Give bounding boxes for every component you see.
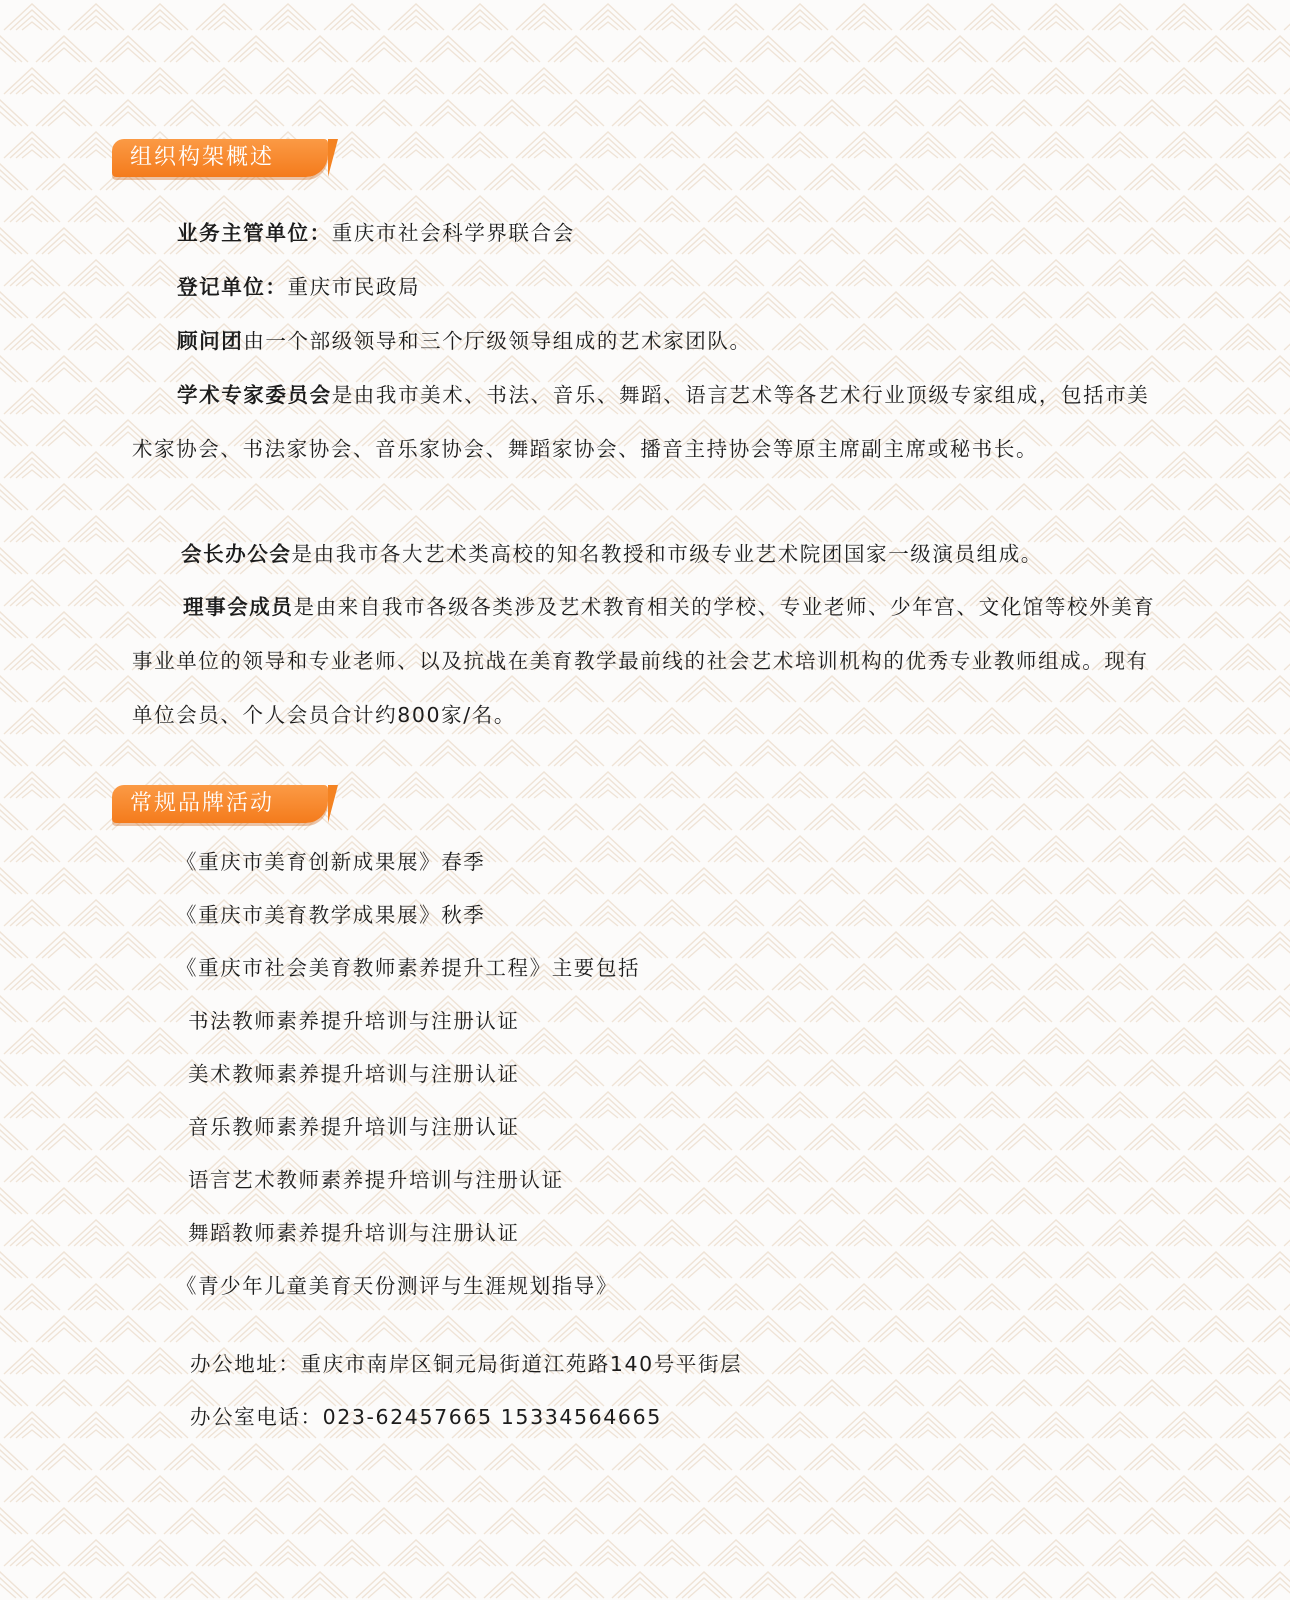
section-title-brand: 常规品牌活动 (112, 785, 328, 823)
supervisor-sep: ： (309, 221, 332, 245)
advisors-line (132, 314, 1207, 368)
supervisor-value: 重庆市社会科学界联合会 (331, 221, 575, 245)
list-item: 《青少年儿童美育天份测评与生涯规划指导》 (176, 1274, 618, 1298)
list-item: 语言艺术教师素养提升培训与注册认证 (188, 1168, 564, 1192)
council-paragraph (132, 580, 1162, 742)
supervisor-label: 业务主管单位 (177, 221, 310, 245)
list-item: 书法教师素养提升培训与注册认证 (188, 1009, 520, 1033)
office-address: 办公地址：重庆市南岸区铜元局街道江苑路140号平街层 (190, 1352, 743, 1376)
academic-label: 学术专家委员会 (177, 383, 332, 407)
list-item: 音乐教师素养提升培训与注册认证 (188, 1115, 520, 1139)
list-item: 美术教师素养提升培训与注册认证 (188, 1062, 520, 1086)
presidium-label: 会长办公会 (181, 542, 292, 566)
list-item: 《重庆市美育教学成果展》秋季 (176, 903, 486, 927)
supervisor-line (132, 206, 1207, 260)
advisors-label: 顾问团 (177, 329, 244, 353)
council-text: 是由来自我市各级各类涉及艺术教育相关的学校、专业老师、少年宫、文化馆等校外美育事业单位的领导和专业老师、以及抗战在美育教学最前线的社会艺术培训机构的优秀专业教师组成。现有单位会员、个人会员合计约800家/名。 (132, 595, 1156, 727)
list-item: 《重庆市社会美育教师素养提升工程》主要包括 (176, 956, 641, 980)
presidium-line (132, 527, 1211, 581)
academic-text: 是由我市美术、书法、音乐、舞蹈、语言艺术等各艺术行业顶级专家组成，包括市美术家协会、书法家协会、音乐家协会、舞蹈家协会、播音主持协会等原主席副主席或秘书长。 (132, 383, 1150, 461)
office-phone: 办公室电话：023-62457665 15334564665 (190, 1405, 662, 1429)
registration-line (132, 260, 1207, 314)
presidium-text: 是由我市各大艺术类高校的知名教授和市级专业艺术院团国家一级演员组成。 (291, 542, 1043, 566)
section-title-org: 组织构架概述 (112, 139, 328, 177)
academic-paragraph (132, 368, 1162, 476)
registration-value: 重庆市民政局 (287, 275, 421, 299)
list-item: 《重庆市美育创新成果展》春季 (176, 850, 486, 874)
advisors-text: 由一个部级领导和三个厅级领导组成的艺术家团队。 (243, 329, 752, 353)
registration-label: 登记单位 (177, 275, 266, 299)
list-item: 舞蹈教师素养提升培训与注册认证 (188, 1221, 520, 1245)
council-label: 理事会成员 (183, 595, 294, 619)
registration-sep: ： (265, 275, 288, 299)
